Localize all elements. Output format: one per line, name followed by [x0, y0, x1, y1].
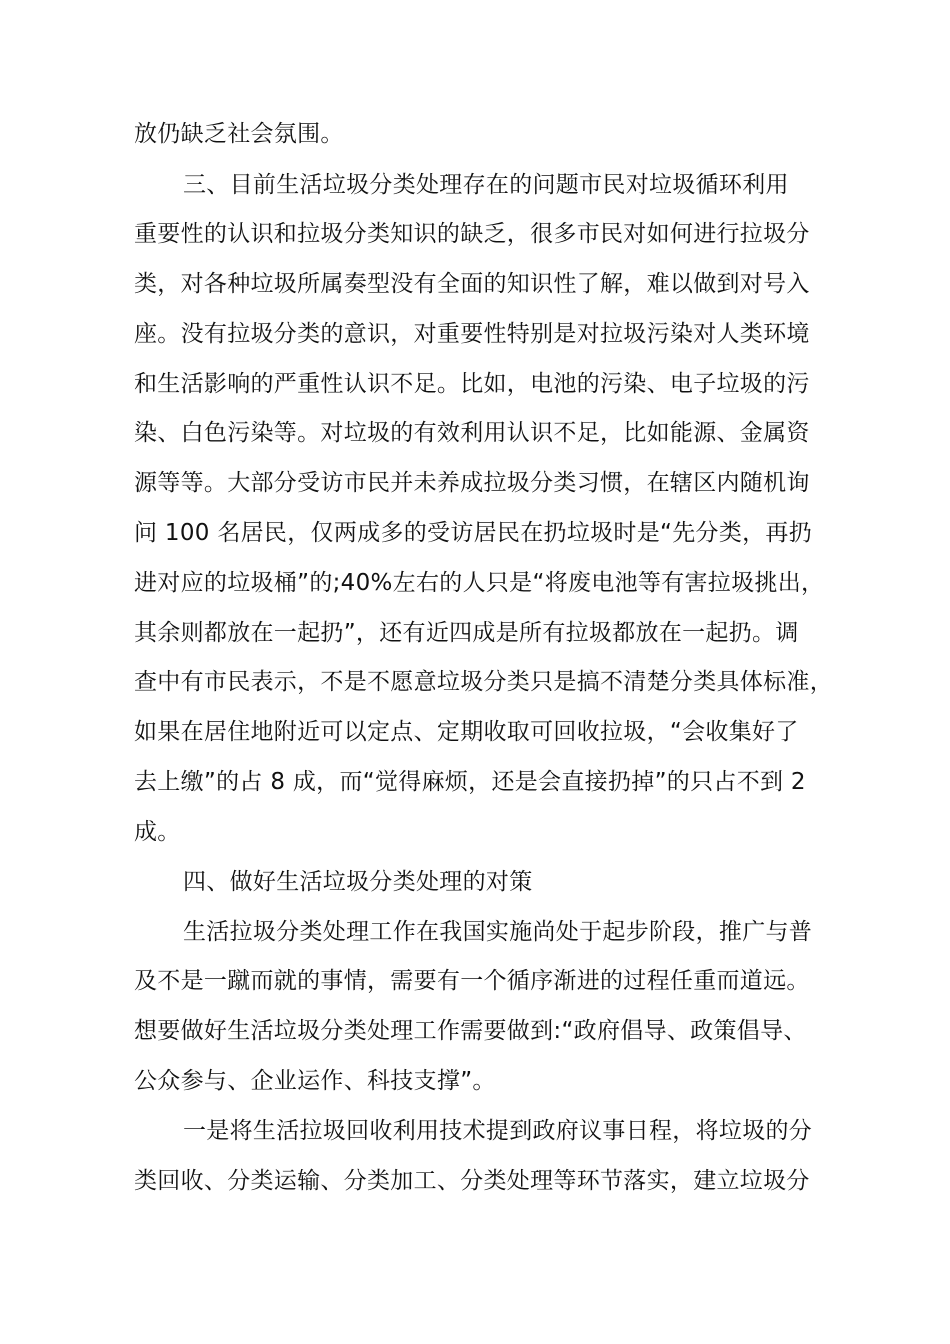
text-line-8: 源等等。大部分受访市民并未养成拉圾分类习惯，在辖区内随机询: [134, 470, 810, 496]
text-line-3: 重要性的认识和拉圾分类知识的缺乏，很多市民对如何进行拉圾分: [134, 221, 810, 247]
text-line-21: 一是将生活拉圾回收利用技术提到政府议事日程，将垃圾的分: [183, 1118, 813, 1144]
text-line-10: 进对应的垃圾桶”的;40%左右的人只是“将废电池等有害拉圾挑出，: [134, 570, 825, 596]
text-line-14: 去上缴”的占 8 成，而“觉得麻烦，还是会直接扔掉”的只占不到 2: [134, 769, 806, 795]
text-line-11: 其余则都放在一起扔”，还有近四成是所有拉圾都放在一起扔。调: [134, 620, 799, 646]
text-line-7: 染、白色污染等。对垃圾的有效利用认识不足，比如能源、金属资: [134, 420, 810, 446]
text-line-19: 想要做好生活垃圾分类处理工作需要做到:“政府倡导、政策倡导、: [134, 1018, 807, 1044]
text-line-5: 座。没有拉圾分类的意识，对重要性特别是对拉圾污染对人类环境: [134, 321, 810, 347]
text-line-12: 查中有市民表示，不是不愿意垃圾分类只是搞不清楚分类具体标准，: [134, 669, 833, 695]
section-heading-3: 三、目前生活垃圾分类处理存在的问题市民对垃圾循环利用: [183, 172, 789, 198]
text-line-13: 如果在居住地附近可以定点、定期收取可回收拉圾，“会收集好了: [134, 719, 799, 745]
text-line-15: 成。: [134, 819, 181, 845]
text-line-22: 类回收、分类运输、分类加工、分类处理等环节落实，建立垃圾分: [134, 1168, 810, 1194]
section-heading-4: 四、做好生活垃圾分类处理的对策: [183, 869, 533, 895]
text-line-1: 放仍缺乏社会氛围。: [134, 121, 344, 147]
text-line-6: 和生活影响的严重性认识不足。比如，电池的污染、电子垃圾的污: [134, 371, 810, 397]
text-line-17: 生活拉圾分类处理工作在我国实施尚处于起步阶段，推广与普: [183, 919, 813, 945]
text-line-4: 类，对各种垃圾所属奏型没有全面的知识性了解，难以做到对号入: [134, 271, 810, 297]
text-line-18: 及不是一蹴而就的事情，需要有一个循序渐进的过程任重而道远。: [134, 968, 810, 994]
text-line-20: 公众参与、企业运作、科技支撑”。: [134, 1068, 496, 1094]
text-line-9: 问 100 名居民，仅两成多的受访居民在扔垃圾时是“先分类，再扔: [134, 520, 813, 546]
